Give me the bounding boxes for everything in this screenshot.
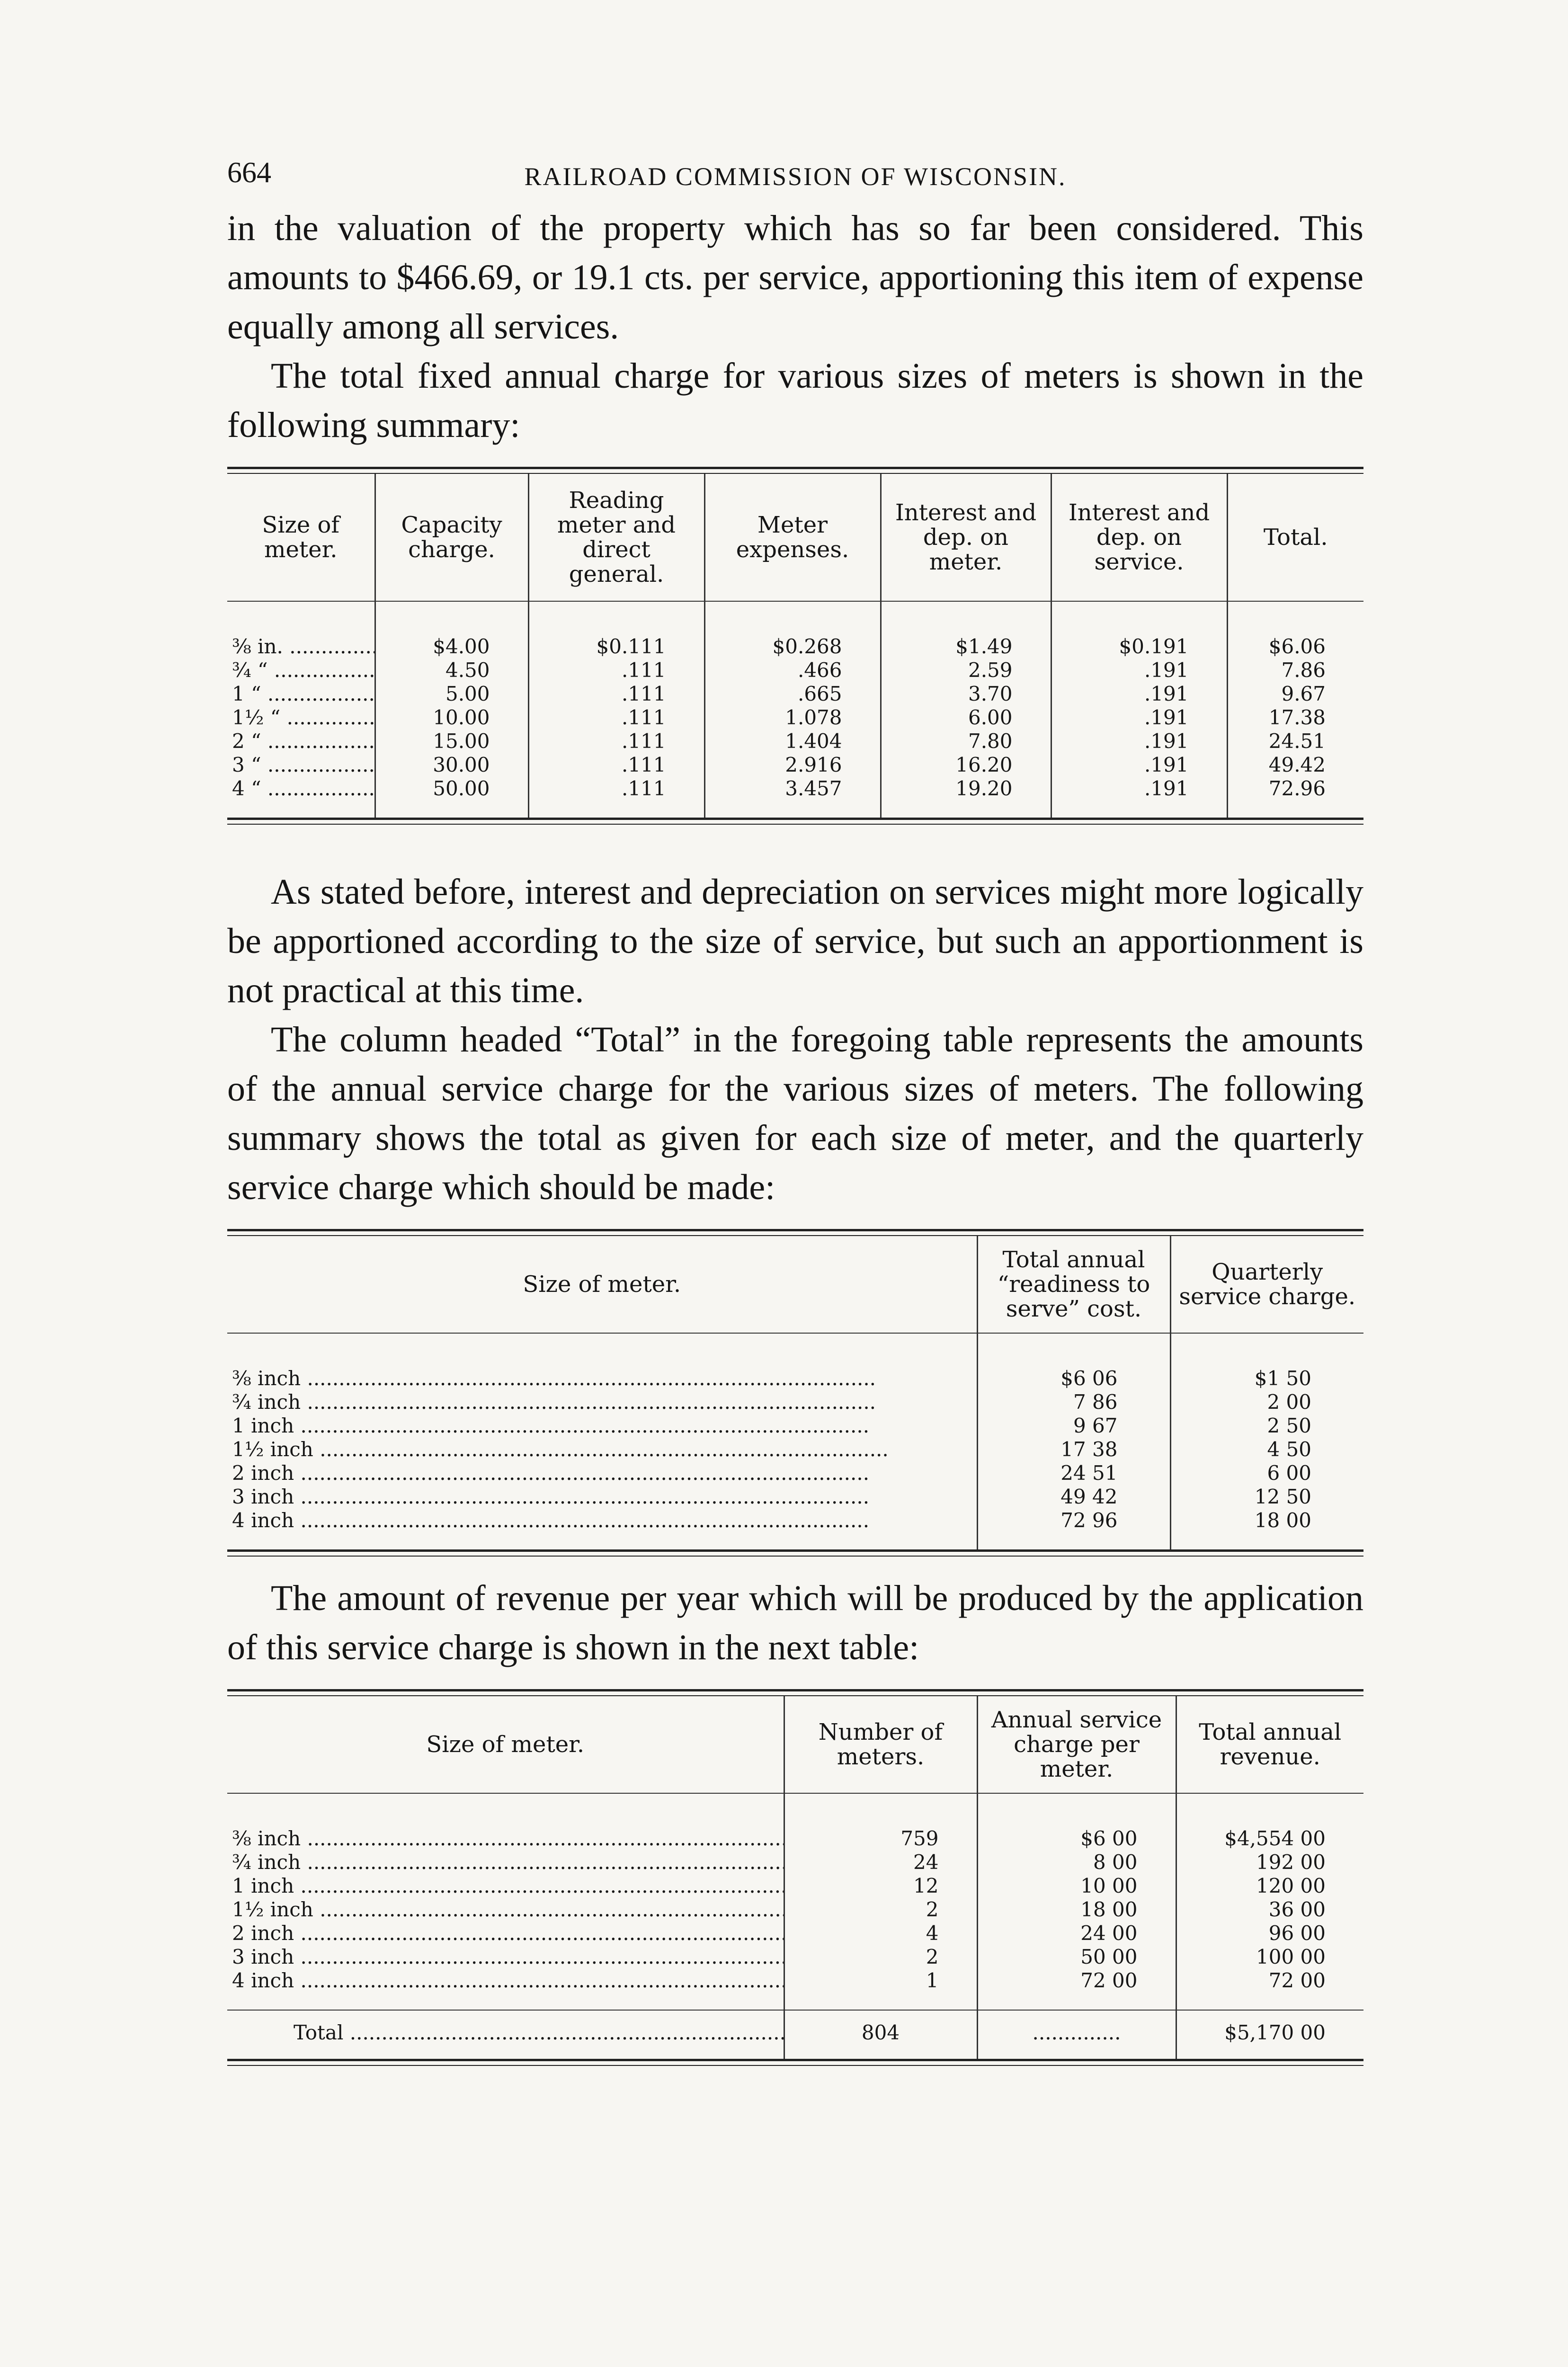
table2-bottom-rule	[227, 1549, 1363, 1557]
table1-size-cell: 4 “ .....	[227, 777, 375, 818]
table1-value-cell: .191	[1051, 753, 1227, 777]
table3-value-cell: 8 00	[977, 1851, 1176, 1874]
table2-size-cell: 1 inch .....	[227, 1414, 977, 1438]
table3-total-meters: 804	[784, 2010, 977, 2059]
table1-value-cell: 7.86	[1227, 658, 1363, 682]
table1-value-cell: .466	[704, 658, 881, 682]
table1-value-cell: $6.06	[1227, 601, 1363, 658]
table2-top-rule	[227, 1229, 1363, 1236]
table1-value-cell: 4.50	[375, 658, 528, 682]
page-number: 664	[227, 157, 271, 189]
table2-value-cell: $1 50	[1170, 1333, 1363, 1390]
running-head: RAILROAD COMMISSION OF WISCONSIN.	[524, 162, 1067, 191]
table1-value-cell: 3.70	[881, 682, 1051, 706]
table3-total-charge: ..............	[977, 2010, 1176, 2059]
table3-value-cell: 12	[784, 1874, 977, 1898]
table3-value-cell: 759	[784, 1793, 977, 1851]
table3-total-label: Total .....	[227, 2010, 784, 2059]
annual-revenue-table	[227, 1696, 1363, 2059]
table1-value-cell: 16.20	[881, 753, 1051, 777]
table1-value-cell: .191	[1051, 682, 1227, 706]
table1-value-cell: 72.96	[1227, 777, 1363, 818]
table2-value-cell: 12 50	[1170, 1485, 1363, 1509]
table3-total-revenue: $5,170 00	[1176, 2010, 1363, 2059]
table1-value-cell: 1.404	[704, 730, 881, 753]
table1-header: Meter expenses.	[704, 474, 881, 601]
table1-size-cell: 2 “ .....	[227, 730, 375, 753]
table2-row	[227, 1509, 1363, 1549]
table1-top-rule	[227, 467, 1363, 474]
paragraph-2: The total fixed annual charge for various sizes of meters is shown in the following summary:	[227, 356, 1363, 445]
table2-value-cell: 2 00	[1170, 1390, 1363, 1414]
paragraph-4: The column headed “Total” in the foregoing table represents the amounts of the annual service charge for the various sizes of meters. The following summary shows the total as given for each size of meter, and the quarterly service charge which should be made:	[227, 1020, 1363, 1207]
table1-row	[227, 730, 1363, 753]
table1-value-cell: 19.20	[881, 777, 1051, 818]
table2-value-cell: 17 38	[977, 1438, 1170, 1461]
table1-header: Interest and dep. on service.	[1051, 474, 1227, 601]
table1-value-cell: 24.51	[1227, 730, 1363, 753]
table2-value-cell: 24 51	[977, 1461, 1170, 1485]
table3-size-cell: 3 inch .....	[227, 1945, 784, 1969]
table1-row	[227, 601, 1363, 658]
table1-value-cell: .111	[528, 777, 704, 818]
table3-header-row	[227, 1696, 1363, 1793]
table1-row	[227, 658, 1363, 682]
table1-value-cell: 1.078	[704, 706, 881, 730]
table1-value-cell: .111	[528, 706, 704, 730]
table3-value-cell: 10 00	[977, 1874, 1176, 1898]
table1-value-cell: 15.00	[375, 730, 528, 753]
table3-value-cell: 72 00	[977, 1969, 1176, 2010]
table1-header: Reading meter and direct general.	[528, 474, 704, 601]
table3-size-cell: 4 inch .....	[227, 1969, 784, 2010]
table1-value-cell: .111	[528, 682, 704, 706]
table2-value-cell: 6 00	[1170, 1461, 1363, 1485]
table1-header: Size of meter.	[227, 474, 375, 601]
table3-value-cell: $6 00	[977, 1793, 1176, 1851]
paragraph-5: The amount of revenue per year which will be produced by the application of this service charge is shown in the next table:	[227, 1578, 1363, 1667]
table1-row	[227, 753, 1363, 777]
table1-value-cell: .191	[1051, 658, 1227, 682]
table1-value-cell: 3.457	[704, 777, 881, 818]
paragraph-3: As stated before, interest and depreciation on services might more logically be apportioned according to the size of service, but such an apportionment is not practical at this time.	[227, 872, 1363, 1010]
table2-size-cell: 4 inch .....	[227, 1509, 977, 1549]
table1-size-cell: 1 “ .....	[227, 682, 375, 706]
table1-value-cell: 2.916	[704, 753, 881, 777]
table3-header: Total annual revenue.	[1176, 1696, 1363, 1793]
table2-row	[227, 1438, 1363, 1461]
table2-header: Quarterly service charge.	[1170, 1236, 1363, 1333]
table2-value-cell: $6 06	[977, 1333, 1170, 1390]
table2-size-cell: 2 inch .....	[227, 1461, 977, 1485]
table3-value-cell: 100 00	[1176, 1945, 1363, 1969]
table3-row	[227, 1898, 1363, 1922]
table2-value-cell: 9 67	[977, 1414, 1170, 1438]
table1-value-cell: 7.80	[881, 730, 1051, 753]
table3-header: Annual service charge per meter.	[977, 1696, 1176, 1793]
table3-size-cell: ⅜ inch .....	[227, 1793, 784, 1851]
table3-row	[227, 1874, 1363, 1898]
table2-size-cell: 3 inch .....	[227, 1485, 977, 1509]
table2-header: Total annual “readiness to serve” cost.	[977, 1236, 1170, 1333]
table1-size-cell: 1½ “ .....	[227, 706, 375, 730]
table1-value-cell: .191	[1051, 730, 1227, 753]
table1-size-cell: ⅜ in. .....	[227, 601, 375, 658]
table2-header: Size of meter.	[227, 1236, 977, 1333]
table3-size-cell: 2 inch .....	[227, 1922, 784, 1945]
table2-value-cell: 2 50	[1170, 1414, 1363, 1438]
table1-value-cell: 9.67	[1227, 682, 1363, 706]
quarterly-charge-table	[227, 1236, 1363, 1549]
table3-value-cell: 24 00	[977, 1922, 1176, 1945]
table1-header-row	[227, 474, 1363, 601]
table3-value-cell: 2	[784, 1898, 977, 1922]
table2-row	[227, 1485, 1363, 1509]
table2-value-cell: 72 96	[977, 1509, 1170, 1549]
table1-value-cell: .191	[1051, 777, 1227, 818]
table1-row	[227, 777, 1363, 818]
table1-header: Capacity charge.	[375, 474, 528, 601]
table1-value-cell: .665	[704, 682, 881, 706]
table1-row	[227, 682, 1363, 706]
table1-value-cell: 30.00	[375, 753, 528, 777]
table1-value-cell: $4.00	[375, 601, 528, 658]
table2-value-cell: 18 00	[1170, 1509, 1363, 1549]
table1-value-cell: $1.49	[881, 601, 1051, 658]
table3-size-cell: 1½ inch .....	[227, 1898, 784, 1922]
table1-value-cell: .111	[528, 753, 704, 777]
table3-value-cell: 96 00	[1176, 1922, 1363, 1945]
table1-row	[227, 706, 1363, 730]
table3-value-cell: 18 00	[977, 1898, 1176, 1922]
table2-size-cell: ⅜ inch .....	[227, 1333, 977, 1390]
table1-value-cell: 10.00	[375, 706, 528, 730]
table3-row	[227, 1793, 1363, 1851]
paragraph-1: in the valuation of the property which has so far been considered. This amounts to $466.69, or 19.1 cts. per service, apportioning this item of expense equally among all services.	[227, 208, 1363, 347]
table2-value-cell: 49 42	[977, 1485, 1170, 1509]
table3-row	[227, 1945, 1363, 1969]
table3-value-cell: $4,554 00	[1176, 1793, 1363, 1851]
table3-value-cell: 192 00	[1176, 1851, 1363, 1874]
table2-row	[227, 1390, 1363, 1414]
table3-size-cell: ¾ inch .....	[227, 1851, 784, 1874]
table3-value-cell: 4	[784, 1922, 977, 1945]
table1-value-cell: .191	[1051, 706, 1227, 730]
table2-value-cell: 7 86	[977, 1390, 1170, 1414]
fixed-charge-table	[227, 474, 1363, 818]
table1-size-cell: ¾ “ .....	[227, 658, 375, 682]
table2-header-row	[227, 1236, 1363, 1333]
table2-row	[227, 1461, 1363, 1485]
table3-value-cell: 36 00	[1176, 1898, 1363, 1922]
table3-top-rule	[227, 1689, 1363, 1696]
table2-value-cell: 4 50	[1170, 1438, 1363, 1461]
table3-value-cell: 50 00	[977, 1945, 1176, 1969]
table3-total-row	[227, 2010, 1363, 2059]
table1-value-cell: 6.00	[881, 706, 1051, 730]
table1-size-cell: 3 “ .....	[227, 753, 375, 777]
table3-value-cell: 1	[784, 1969, 977, 2010]
table1-bottom-rule	[227, 818, 1363, 825]
table3-value-cell: 72 00	[1176, 1969, 1363, 2010]
table1-header: Interest and dep. on meter.	[881, 474, 1051, 601]
table1-value-cell: $0.268	[704, 601, 881, 658]
table3-value-cell: 120 00	[1176, 1874, 1363, 1898]
table3-row	[227, 1969, 1363, 2010]
table3-header: Size of meter.	[227, 1696, 784, 1793]
table1-value-cell: 17.38	[1227, 706, 1363, 730]
table1-header: Total.	[1227, 474, 1363, 601]
table3-bottom-rule	[227, 2059, 1363, 2066]
page-header	[227, 142, 1363, 189]
table3-header: Number of meters.	[784, 1696, 977, 1793]
table3-value-cell: 2	[784, 1945, 977, 1969]
table3-row	[227, 1922, 1363, 1945]
table2-row	[227, 1333, 1363, 1390]
table1-value-cell: .111	[528, 730, 704, 753]
table1-value-cell: $0.191	[1051, 601, 1227, 658]
table1-value-cell: 2.59	[881, 658, 1051, 682]
page	[227, 142, 1363, 2066]
table2-row	[227, 1414, 1363, 1438]
table2-size-cell: 1½ inch .....	[227, 1438, 977, 1461]
table1-value-cell: .111	[528, 658, 704, 682]
table3-row	[227, 1851, 1363, 1874]
table2-size-cell: ¾ inch .....	[227, 1390, 977, 1414]
table3-value-cell: 24	[784, 1851, 977, 1874]
table1-value-cell: 50.00	[375, 777, 528, 818]
table1-value-cell: 49.42	[1227, 753, 1363, 777]
table3-size-cell: 1 inch .....	[227, 1874, 784, 1898]
table1-value-cell: 5.00	[375, 682, 528, 706]
table1-value-cell: $0.111	[528, 601, 704, 658]
